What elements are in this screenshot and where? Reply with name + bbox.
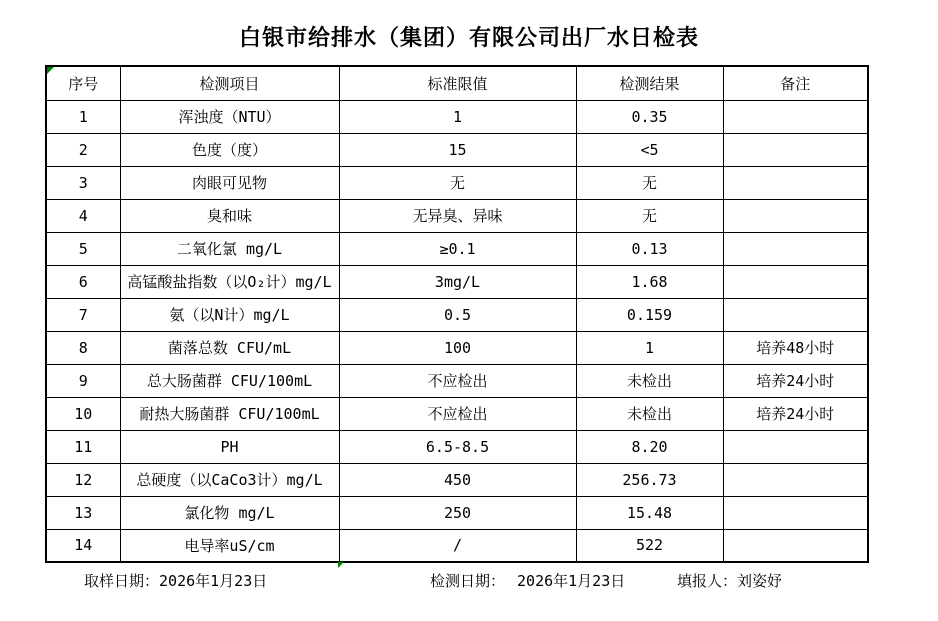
cell-index: 11 [46,430,120,463]
cell-result: 0.35 [576,100,723,133]
cell-note [723,496,868,529]
cell-note [723,166,868,199]
cell-item: 氯化物 mg/L [120,496,339,529]
header-label-limit: 标准限值 [427,74,488,93]
header-label-note: 备注 [780,74,811,93]
cell-index: 1 [46,100,120,133]
cell-result: 1.68 [576,265,723,298]
table-row [46,463,868,496]
cell-limit: 250 [339,496,576,529]
cell-item: 高锰酸盐指数（以O₂计）mg/L [120,265,339,298]
cell-item: 浑浊度（NTU） [120,100,339,133]
cell-error-indicator-icon [47,67,54,74]
cell-result: 522 [576,529,723,562]
table-row [46,232,868,265]
cell-index: 14 [46,529,120,562]
cell-note: 培养48小时 [723,331,868,364]
cell-limit: 无异臭、异味 [339,199,576,232]
cell-item: 臭和味 [120,199,339,232]
cell-item: 氨（以N计）mg/L [120,298,339,331]
test-date-label: 检测日期： [430,572,506,590]
cell-item: 二氧化氯 mg/L [120,232,339,265]
cell-limit: 0.5 [339,298,576,331]
cell-index: 5 [46,232,120,265]
cell-limit: ≥0.1 [339,232,576,265]
cell-result: 0.13 [576,232,723,265]
table-row [46,298,868,331]
cell-item: PH [120,430,339,463]
sample-date-label: 取样日期： [84,572,160,590]
cell-index: 12 [46,463,120,496]
table-row [46,496,868,529]
cell-note [723,133,868,166]
header-label-item: 检测项目 [199,74,260,93]
sample-date [84,570,267,591]
cell-note [723,100,868,133]
table-row [46,529,868,562]
cell-item: 色度（度） [120,133,339,166]
cell-limit: 3mg/L [339,265,576,298]
cell-limit: 15 [339,133,576,166]
header-cell-result [576,66,723,100]
cell-result: 0.159 [576,298,723,331]
reporter-label: 填报人： [677,572,738,590]
cell-note [723,529,868,562]
cell-limit: 1 [339,100,576,133]
cell-result: 未检出 [576,397,723,430]
cell-note [723,265,868,298]
cell-index: 8 [46,331,120,364]
cell-result: 1 [576,331,723,364]
table-row [46,265,868,298]
cell-index: 6 [46,265,120,298]
cell-result: 未检出 [576,364,723,397]
cell-note [723,463,868,496]
cell-limit: 100 [339,331,576,364]
header-cell-note [723,66,868,100]
cell-index: 4 [46,199,120,232]
cell-result: 256.73 [576,463,723,496]
cell-note [723,298,868,331]
cell-index: 3 [46,166,120,199]
cell-note: 培养24小时 [723,397,868,430]
cell-limit: 不应检出 [339,397,576,430]
cell-item: 菌落总数 CFU/mL [120,331,339,364]
cell-note: 培养24小时 [723,364,868,397]
test-date [430,570,625,591]
table-row [46,397,868,430]
cell-limit: / [339,529,576,562]
cell-limit: 450 [339,463,576,496]
cell-item: 耐热大肠菌群 CFU/100mL [120,397,339,430]
cell-result: 无 [576,166,723,199]
cell-note [723,430,868,463]
reporter-name: 刘姿妤 [737,572,783,590]
table-row [46,166,868,199]
cell-limit: 6.5-8.5 [339,430,576,463]
cell-item: 总硬度（以CaCo3计）mg/L [120,463,339,496]
cell-result: 8.20 [576,430,723,463]
cell-result: 无 [576,199,723,232]
header-cell-index [46,66,120,100]
cell-index: 10 [46,397,120,430]
cell-index: 2 [46,133,120,166]
cell-index: 9 [46,364,120,397]
header-cell-item [120,66,339,100]
table-row [46,100,868,133]
cell-limit: 无 [339,166,576,199]
cell-item: 电导率uS/cm [120,529,339,562]
cell-index: 7 [46,298,120,331]
table-row [46,133,868,166]
cell-result: 15.48 [576,496,723,529]
header-label-result: 检测结果 [619,74,680,93]
test-date-value: 2026年1月23日 [517,572,626,590]
page-title: 白银市给排水（集团）有限公司出厂水日检表 [238,26,699,51]
cell-item: 肉眼可见物 [120,166,339,199]
cell-note [723,232,868,265]
reporter [677,570,782,591]
cell-result: <5 [576,133,723,166]
header-cell-limit [339,66,576,100]
cell-limit: 不应检出 [339,364,576,397]
table-row [46,430,868,463]
table-row [46,331,868,364]
header-label-index: 序号 [68,74,99,93]
table-row [46,199,868,232]
table-bottom-marker-icon [338,562,344,568]
cell-item: 总大肠菌群 CFU/100mL [120,364,339,397]
table-body [46,100,868,562]
inspection-table [45,65,869,563]
cell-note [723,199,868,232]
cell-index: 13 [46,496,120,529]
table-row [46,364,868,397]
sample-date-value: 2026年1月23日 [159,572,268,590]
header-row [46,66,868,100]
